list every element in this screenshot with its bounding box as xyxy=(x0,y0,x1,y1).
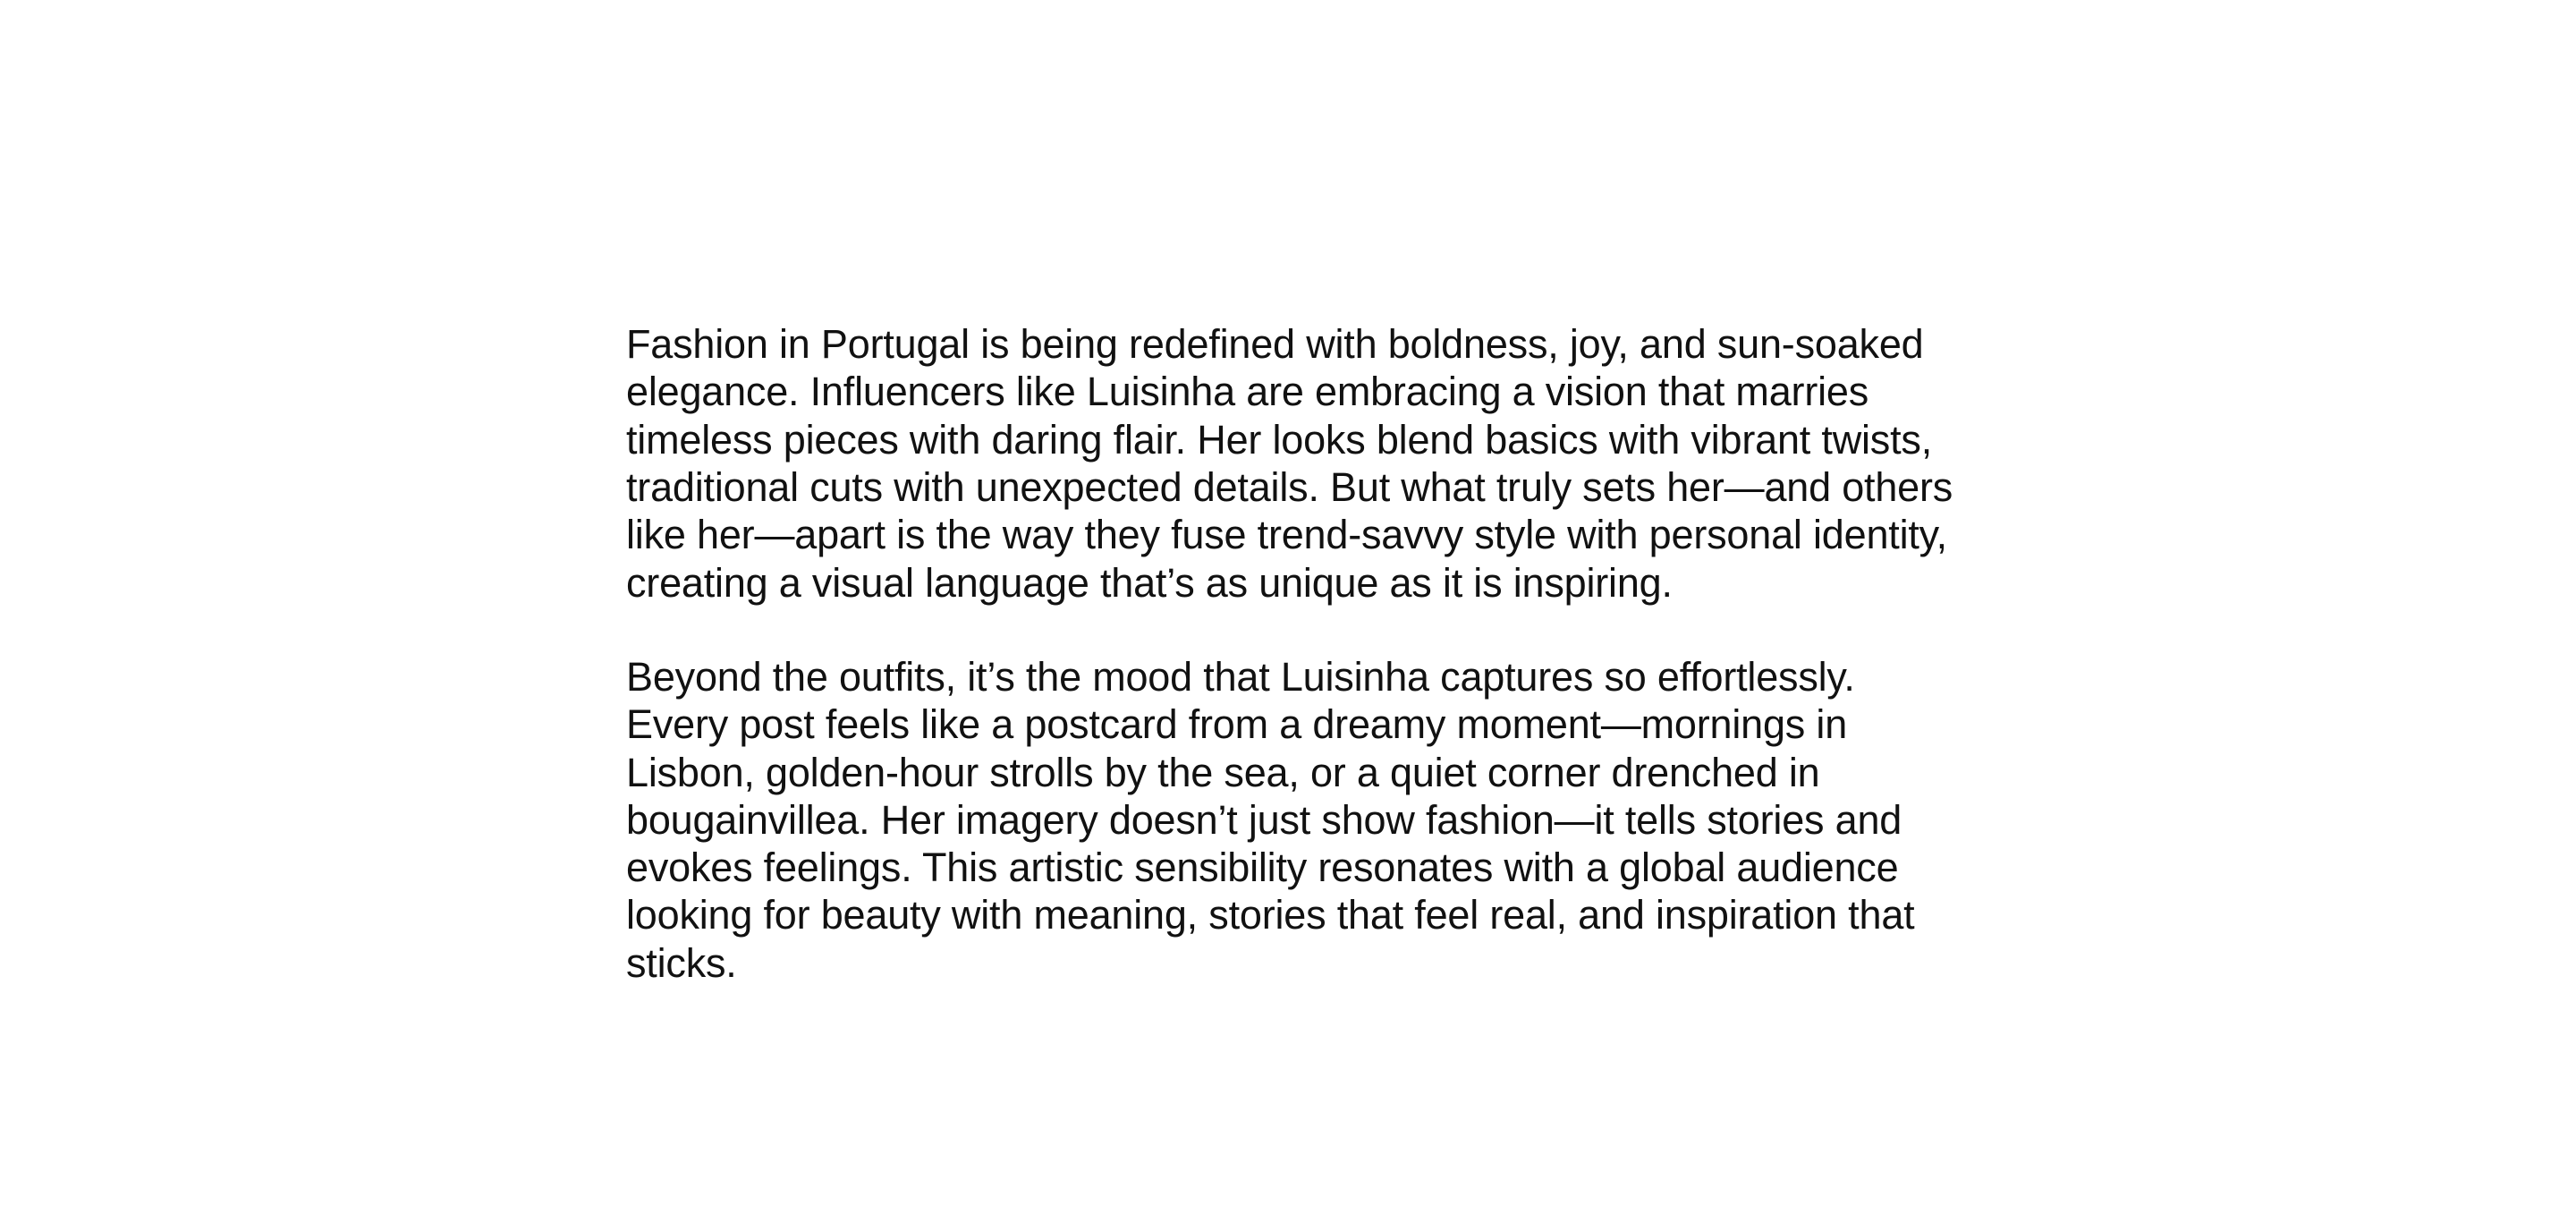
body-paragraph-2: Beyond the outfits, it’s the mood that Luisinha captures so effortlessly. Every post feels like a postcard from a dreamy moment—mornings in Lisbon, golden-hour strolls by the sea, or a quiet corner drenched in bougainvillea. Her imagery doesn’t just show fashion—it tells stories and evokes feelings. This artistic sensibility resonates with a global audience looking for beauty with meaning, stories that feel real, and inspiration that sticks. xyxy=(626,653,1915,986)
article-body xyxy=(626,320,1959,987)
body-paragraph-1: Fashion in Portugal is being redefined with boldness, joy, and sun-soaked elegance. Influencers like Luisinha are embracing a vision that marries timeless pieces with daring flair. Her looks blend basics with vibrant twists, traditional cuts with unexpected details. But what truly sets her—and others like her—apart is the way they fuse trend-savvy style with personal identity, creating a visual language that’s as unique as it is inspiring. xyxy=(626,321,1953,606)
